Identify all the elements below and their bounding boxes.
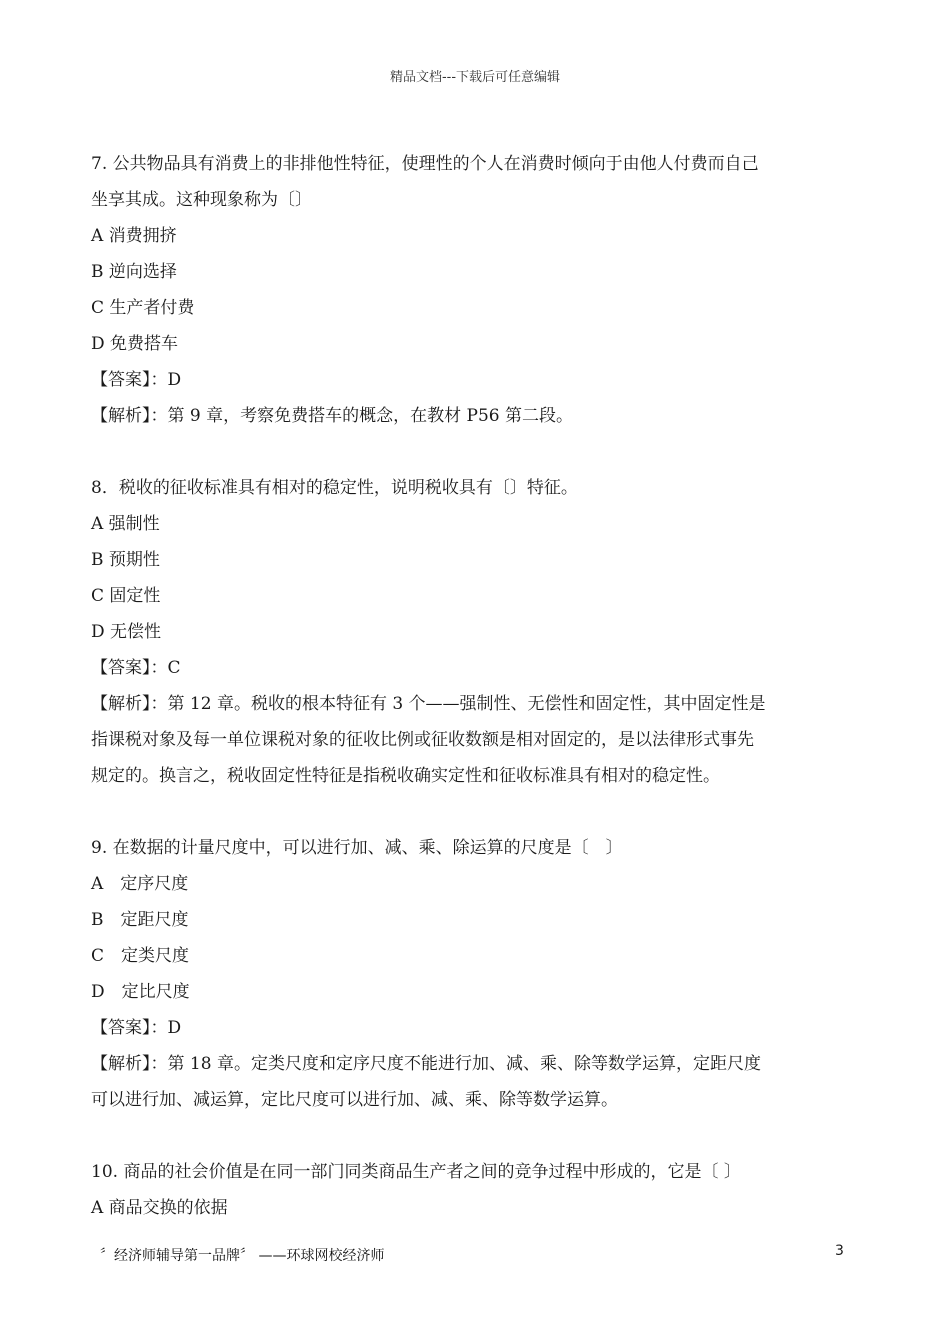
question-block-7: [91, 146, 851, 434]
answer-line: 【答案】：C: [91, 658, 181, 678]
page-footer: 〞经济师辅导第一品牌〞 ——环球网校经济师: [100, 1248, 385, 1264]
option-c: C 固定性: [91, 586, 161, 606]
option-d: D 免费搭车: [91, 334, 179, 354]
question-text: 7. 公共物品具有消费上的非排他性特征，使理性的个人在消费时倾向于由他人付费而自己: [91, 154, 759, 174]
question-text: 9. 在数据的计量尺度中，可以进行加、减、乘、除运算的尺度是〔 〕: [91, 838, 623, 858]
analysis-line: 可以进行加、减运算，定比尺度可以进行加、减、乘、除等数学运算。: [91, 1090, 618, 1110]
analysis-line: 规定的。换言之，税收固定性特征是指税收确实定性和征收标准具有相对的稳定性。: [91, 766, 720, 786]
analysis-line: 【解析】：第 9 章，考察免费搭车的概念，在教材 P56 第二段。: [91, 406, 574, 426]
page-header: 精品文档---下载后可任意编辑: [389, 70, 561, 85]
question-text: 10. 商品的社会价值是在同一部门同类商品生产者之间的竞争过程中形成的，它是〔 〕: [91, 1162, 741, 1182]
question-block-9: [91, 830, 851, 1118]
analysis-line: 【解析】：第 12 章。税收的根本特征有 3 个——强制性、无偿性和固定性，其中固定性是: [91, 694, 766, 714]
question-block-8: [91, 470, 851, 794]
option-c: C 生产者付费: [91, 298, 195, 318]
option-a: A 强制性: [91, 514, 160, 534]
answer-line: 【答案】：D: [91, 370, 182, 390]
option-b: B 预期性: [91, 550, 160, 570]
option-b: B 定距尺度: [91, 910, 189, 930]
option-d: D 定比尺度: [91, 982, 190, 1002]
option-a: A 商品交换的依据: [91, 1198, 228, 1218]
option-d: D 无偿性: [91, 622, 162, 642]
question-text: 坐享其成。这种现象称为〔〕: [91, 190, 312, 210]
page-number: 3: [835, 1243, 844, 1259]
option-a: A 定序尺度: [91, 874, 189, 894]
option-a: A 消费拥挤: [91, 226, 177, 246]
document-body: [91, 146, 851, 1226]
option-b: B 逆向选择: [91, 262, 177, 282]
analysis-line: 指课税对象及每一单位课税对象的征收比例或征收数额是相对固定的，是以法律形式事先: [91, 730, 754, 750]
option-c: C 定类尺度: [91, 946, 190, 966]
answer-line: 【答案】：D: [91, 1018, 182, 1038]
question-block-10: [91, 1154, 851, 1226]
analysis-line: 【解析】：第 18 章。定类尺度和定序尺度不能进行加、减、乘、除等数学运算，定距尺度: [91, 1054, 761, 1074]
question-text: 8．税收的征收标准具有相对的稳定性，说明税收具有〔〕特征。: [91, 478, 578, 498]
